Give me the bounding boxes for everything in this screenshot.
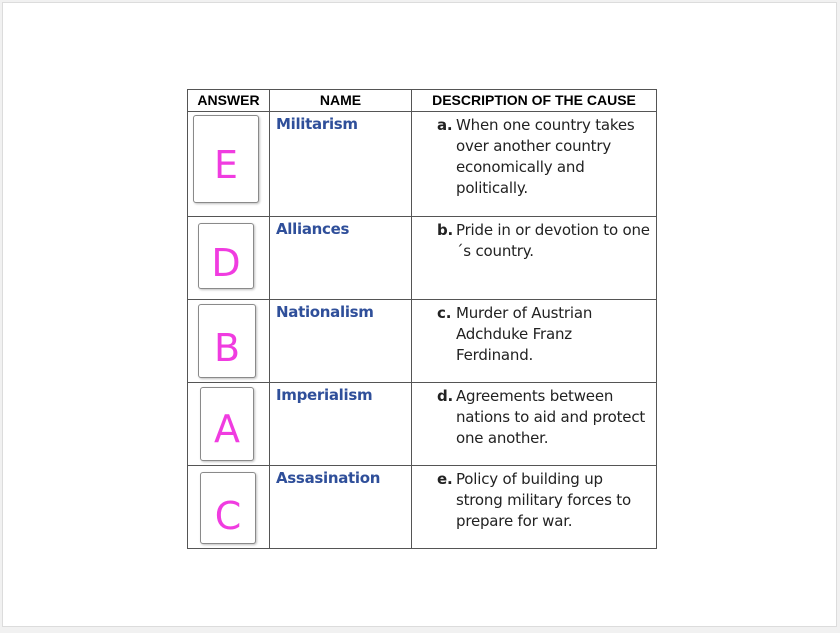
description-letter: c. [437, 304, 452, 322]
description-letter: b. [437, 221, 454, 239]
cause-name: Assasination [276, 469, 381, 487]
table-row [188, 383, 657, 466]
answer-box[interactable] [193, 115, 259, 203]
answer-letter: C [214, 494, 242, 538]
name-cell [270, 112, 412, 217]
table-row [188, 300, 657, 383]
answer-cell [188, 300, 270, 383]
answer-box[interactable] [200, 472, 256, 544]
answer-letter: A [214, 407, 240, 451]
table-row [188, 112, 657, 217]
description-text: Policy of building up strong military forces to prepare for war. [456, 470, 631, 530]
cause-name: Alliances [276, 220, 350, 238]
description-text: When one country takes over another country economically and politically. [456, 116, 635, 197]
cause-name: Imperialism [276, 386, 373, 404]
name-cell [270, 300, 412, 383]
table-row [188, 466, 657, 549]
name-cell [270, 466, 412, 549]
cause-name: Militarism [276, 115, 358, 133]
table-row [188, 217, 657, 300]
header-row [188, 90, 657, 112]
answer-cell [188, 466, 270, 549]
description-letter: a. [437, 116, 453, 134]
description-text: Pride in or devotion to one´s country. [456, 221, 650, 260]
answer-box[interactable] [200, 387, 254, 461]
matching-table [187, 89, 657, 549]
description-cell [412, 217, 657, 300]
answer-box[interactable] [198, 304, 256, 378]
answer-cell [188, 383, 270, 466]
answer-header: ANSWER [188, 90, 270, 112]
name-cell [270, 217, 412, 300]
description-text: Agreements between nations to aid and protect one another. [456, 387, 646, 447]
description-cell [412, 300, 657, 383]
name-cell [270, 383, 412, 466]
slide-canvas [2, 2, 837, 627]
description-cell [412, 466, 657, 549]
description-cell [412, 112, 657, 217]
cause-name: Nationalism [276, 303, 374, 321]
answer-cell [188, 217, 270, 300]
name-header: NAME [270, 90, 412, 112]
description-letter: e. [437, 470, 453, 488]
answer-letter: E [213, 143, 238, 187]
answer-box[interactable] [198, 223, 254, 289]
description-text: Murder of Austrian Adchduke Franz Ferdinand. [456, 304, 593, 364]
answer-cell [188, 112, 270, 217]
answer-letter: D [211, 241, 241, 285]
answer-letter: B [213, 326, 241, 370]
description-header: DESCRIPTION OF THE CAUSE [412, 90, 657, 112]
description-cell [412, 383, 657, 466]
description-letter: d. [437, 387, 454, 405]
